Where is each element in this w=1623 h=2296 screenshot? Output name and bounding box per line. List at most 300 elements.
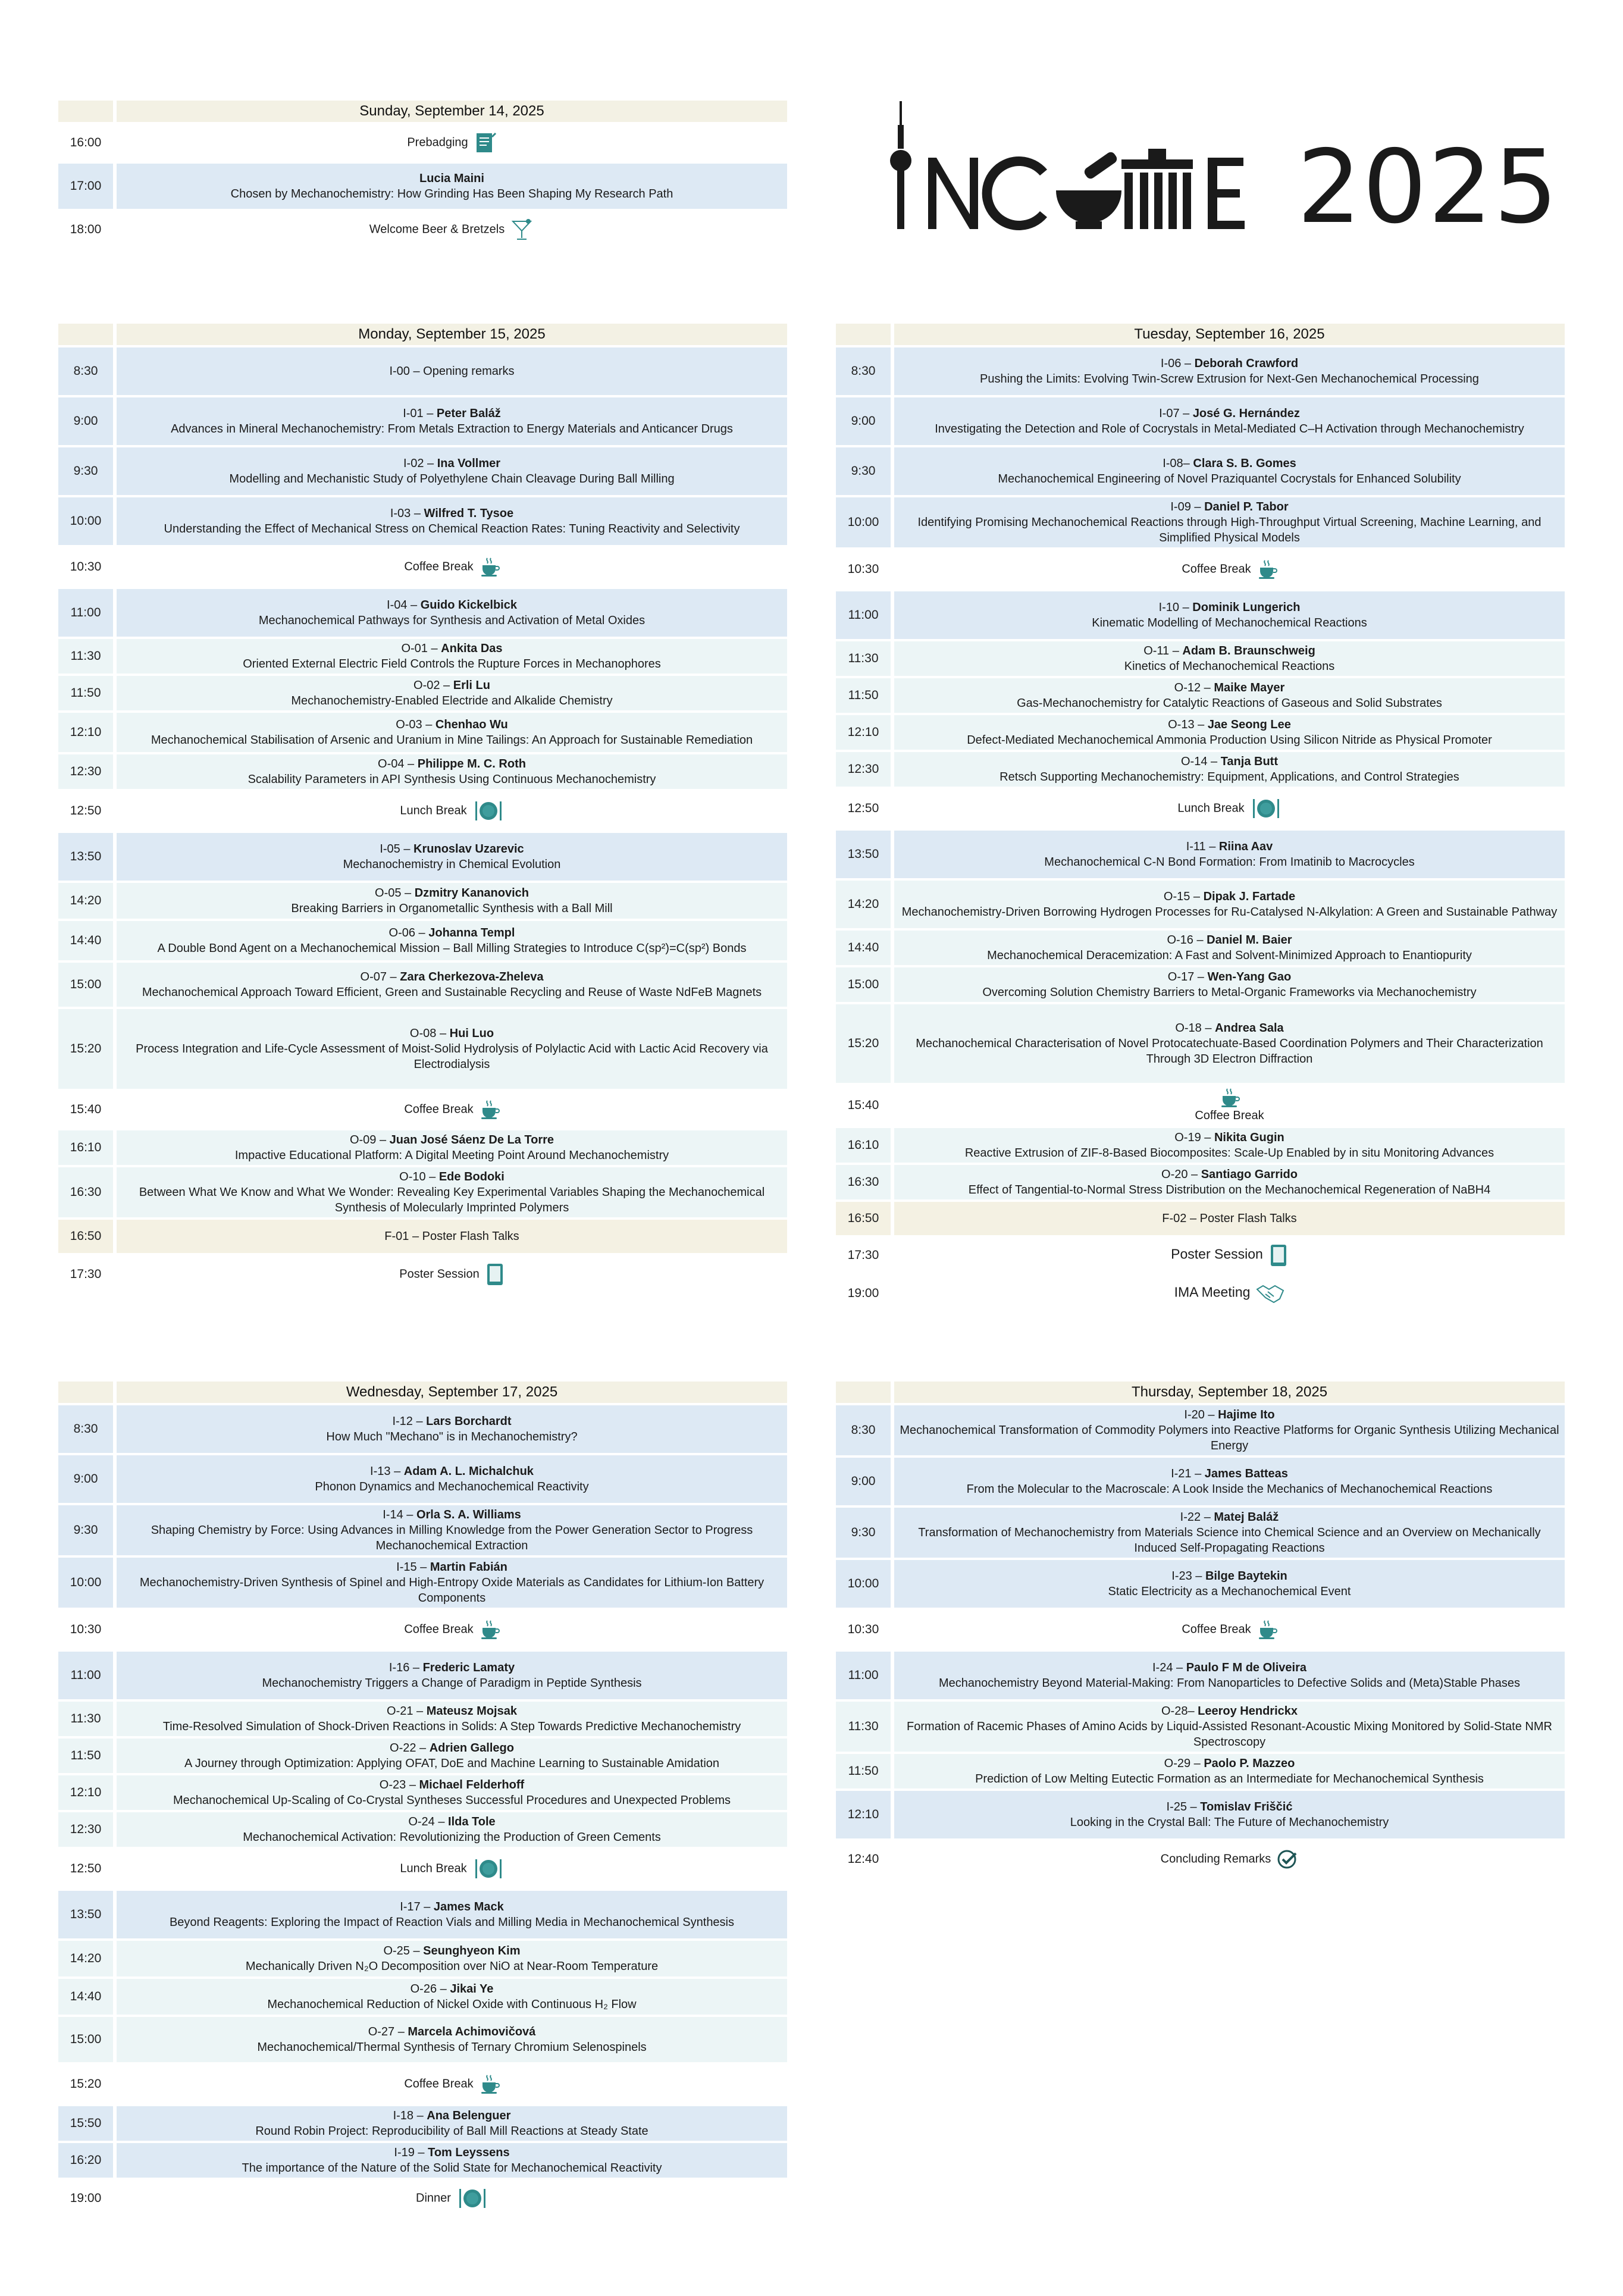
talk-header [897,600,1562,615]
session-time: 9:00 [58,1455,113,1503]
schedule-row [836,1238,1565,1273]
session-details [113,2017,787,2062]
speaker-name: Leeroy Hendrickx [1198,1705,1298,1718]
schedule-row [836,497,1565,547]
talk-code: O-14 – [1181,755,1221,768]
session-details [891,550,1565,589]
session-details [891,789,1565,828]
session-details [891,967,1565,1002]
talk-title: Shaping Chemistry by Force: Using Advances in Milling Knowledge from the Power Generation Sector to Progress Mechanochemical Extraction [151,1524,753,1552]
speaker-name: Nikita Gugin [1214,1131,1284,1144]
session-label: Coffee Break [404,1622,474,1636]
speaker-name: Peter Baláž [436,407,501,420]
schedule-row [58,713,787,752]
speaker-name: Adam A. L. Michalchuk [403,1465,534,1478]
talk-code: O-05 – [375,887,415,900]
session-details [891,881,1565,928]
session-details [113,397,787,445]
schedule-row [58,164,787,209]
session-details [113,2065,787,2104]
session-time: 8:30 [58,347,113,395]
session-time: 11:30 [58,1702,113,1736]
speaker-name: Ankita Das [441,642,503,655]
talk-title: Mechanochemical Activation: Revolutionizing the Production of Green Cements [243,1831,661,1844]
talk-header [897,1167,1562,1182]
talk-header [119,456,785,471]
speaker-name: Marcela Achimovičová [408,2025,536,2038]
session-details [113,791,787,831]
talk-header [897,969,1562,985]
talk-code: O-07 – [360,970,400,983]
speaker-name: Lars Borchardt [426,1415,512,1428]
session-time: 16:10 [836,1128,891,1163]
talk-code: I-17 – [400,1900,434,1913]
session-time: 15:00 [836,967,891,1002]
talk-header [119,969,785,985]
schedule-row [836,1458,1565,1505]
talk-title: Static Electricity as a Mechanochemical Event [1108,1585,1351,1598]
session-details [113,2106,787,2141]
schedule-row [836,1652,1565,1699]
schedule-row [58,1849,787,1888]
session-label: Welcome Beer & Bretzels [369,223,505,236]
schedule-row [836,447,1565,495]
schedule-row [58,921,787,960]
header-spacer [836,1382,891,1403]
session-time: 9:00 [58,397,113,445]
speaker-name: Seunghyeon Kim [423,1944,521,1957]
session-time: 11:30 [836,641,891,676]
session-details [113,547,787,587]
session-details [113,883,787,919]
talk-title: Kinematic Modelling of Mechanochemical Reactions [1092,616,1367,629]
talk-title: Process Integration and Life-Cycle Assessment of Moist-Solid Hydrolysis of Polylactic Acid with Lactic Acid Recovery via Electrodialysis [136,1042,768,1071]
session-time: 12:40 [836,1841,891,1878]
talk-code: O-06 – [388,926,429,939]
session-time: 14:40 [58,1979,113,2015]
session-details [891,1754,1565,1788]
talk-code: O-08 – [409,1027,450,1040]
talk-title: Round Robin Project: Reproducibility of Ball Mill Reactions at Steady State [255,2125,648,2138]
schedule-row [58,833,787,881]
schedule-row [58,2065,787,2104]
session-details [113,1167,787,1217]
talk-header [897,1756,1562,1771]
session-time: 9:30 [58,447,113,495]
talk-title: Defect-Mediated Mechanochemical Ammonia Production Using Silicon Nitride as Physical Promoter [967,734,1492,747]
session-details [113,1455,787,1503]
talk-header [897,1466,1562,1481]
schedule-row [58,1009,787,1089]
session-time: 10:00 [58,1558,113,1608]
session-time: 16:10 [58,1130,113,1165]
talk-header [897,1568,1562,1584]
schedule-row [836,1165,1565,1199]
session-details [113,1775,787,1810]
session-details [113,921,787,960]
talk-title: Scalability Parameters in API Synthesis Using Continuous Mechanochemistry [247,773,656,786]
talk-header [897,406,1562,421]
session-details [113,1505,787,1555]
schedule-row [836,347,1565,395]
talk-title: Mechanochemical Characterisation of Novel Protocatechuate-Based Coordination Polymers and Their Characterization Through 3D Electron Diffraction [916,1037,1543,1066]
session-time: 15:20 [58,1009,113,1089]
session-time: 12:10 [836,715,891,750]
header-spacer [58,101,113,122]
speaker-name: Chenhao Wu [435,718,508,731]
speaker-name: Philippe M. C. Roth [417,757,526,770]
talk-code: I-13 – [370,1465,404,1478]
session-time: 12:10 [58,1775,113,1810]
schedule-row [836,1560,1565,1608]
session-time: 18:00 [58,211,113,248]
talk-header [119,2024,785,2040]
day-thursday-schedule [836,1379,1565,1880]
session-details [113,1702,787,1736]
schedule-row [58,497,787,545]
talk-header [119,678,785,693]
speaker-name: Adrien Gallego [429,1741,514,1755]
session-details [891,1165,1565,1199]
session-time: 13:50 [58,1891,113,1938]
talk-header [119,1559,785,1575]
session-time: 12:50 [58,791,113,831]
talk-code: I-23 – [1171,1570,1205,1583]
talk-code: O-13 – [1168,718,1208,731]
session-label: Poster Session [1171,1246,1263,1262]
talk-header [119,1703,785,1719]
session-details [113,1849,787,1888]
tablet-icon [485,1263,505,1286]
session-time: 11:30 [836,1702,891,1752]
talk-code: O-11 – [1143,644,1183,657]
talk-header [897,1509,1562,1525]
session-label: F-01 – Poster Flash Talks [384,1230,519,1243]
speaker-name: Orla S. A. Williams [416,1508,521,1521]
talk-header [897,643,1562,659]
session-time: 13:50 [58,833,113,881]
session-details [113,1130,787,1165]
schedule-row [58,2143,787,2178]
session-details [113,2180,787,2217]
schedule-table [836,1379,1565,1880]
schedule-row [58,397,787,445]
speaker-name: Clara S. B. Gomes [1193,457,1296,470]
speaker-name: Dipak J. Fartade [1203,890,1296,903]
coffee-cup-icon [480,1620,500,1640]
talk-code: O-29 – [1164,1757,1204,1770]
session-time: 12:30 [58,1812,113,1847]
speaker-name: Wen-Yang Gao [1207,970,1292,983]
schedule-row [836,715,1565,750]
talk-title: Mechanochemical Approach Toward Efficient, Green and Sustainable Recycling and Reuse of Waste NdFeB Magnets [142,986,762,999]
schedule-row [836,1004,1565,1083]
talk-code: I-05 – [380,842,414,856]
schedule-row [58,1167,787,1217]
check-circle-icon [1277,1849,1298,1870]
session-label: Lunch Break [400,1862,467,1875]
schedule-row [58,1091,787,1128]
session-time: 12:10 [58,713,113,752]
talk-header [119,1943,785,1959]
schedule-row [58,1610,787,1649]
speaker-name: Ana Belenguer [427,2109,511,2122]
schedule-row [836,1702,1565,1752]
session-details [891,1405,1565,1455]
talk-title: Identifying Promising Mechanochemical Reactions through High-Throughput Virtual Screening, Machine Learning, and Simplified Physical Models [917,516,1541,544]
session-time: 16:50 [58,1220,113,1253]
talk-header [119,1777,785,1793]
speaker-name: Juan José Sáenz De La Torre [389,1133,554,1147]
schedule-row [58,347,787,395]
speaker-name: Daniel P. Tabor [1204,500,1289,513]
session-details [891,1791,1565,1838]
schedule-row [58,589,787,637]
session-time: 11:50 [836,678,891,713]
talk-title: From the Molecular to the Macroscale: A Look Inside the Mechanics of Mechanochemical Reactions [966,1483,1493,1496]
talk-title: A Journey through Optimization: Applying OFAT, DoE and Machine Learning to Sustainable Amidation [184,1757,720,1770]
talk-header [119,1026,785,1041]
session-details [891,715,1565,750]
session-details [113,447,787,495]
session-time: 17:30 [836,1238,891,1273]
talk-header [119,925,785,941]
talk-title: Impactive Educational Platform: A Digital Meeting Point Around Mechanochemistry [234,1149,669,1162]
speaker-name: Tom Leyssens [428,2146,510,2159]
session-details [113,1812,787,1847]
speaker-name: Riina Aav [1218,840,1273,853]
cocktail-icon [510,218,534,242]
talk-code: I-20 – [1184,1408,1218,1421]
session-details [891,347,1565,395]
speaker-name: Maike Mayer [1214,681,1285,694]
talk-header [897,932,1562,948]
session-time: 8:30 [58,1405,113,1453]
talk-title: Mechanochemical Deracemization: A Fast and Solvent-Minimized Approach to Enantiopurity [987,949,1472,962]
schedule-row [58,791,787,831]
schedule-row [836,1508,1565,1558]
talk-title: Mechanochemical Engineering of Novel Praziquantel Cocrystals for Enhanced Solubility [998,472,1461,485]
speaker-name: Santiago Garrido [1201,1168,1298,1181]
session-details [113,1558,787,1608]
session-details [891,447,1565,495]
session-label: Poster Session [399,1267,480,1281]
session-time: 9:30 [58,1505,113,1555]
talk-title: Mechanochemical Reduction of Nickel Oxide with Continuous H₂ Flow [267,1998,637,2011]
speaker-name: Zara Cherkezova-Zheleva [400,970,544,983]
session-time: 15:00 [58,2017,113,2062]
speaker-name: Daniel M. Baier [1207,934,1292,947]
session-time: 8:30 [836,1405,891,1455]
talk-header [119,717,785,732]
speaker-name: James Batteas [1204,1467,1288,1480]
session-time: 17:30 [58,1255,113,1293]
schedule-row [836,967,1565,1002]
talk-title: Kinetics of Mechanochemical Reactions [1124,660,1335,673]
schedule-row [836,881,1565,928]
talk-title: Mechanochemistry-Driven Borrowing Hydrogen Processes for Ru-Catalysed N-Alkylation: A Green and Sustainable Pathway [901,906,1558,919]
talk-header [897,1020,1562,1036]
talk-header [897,680,1562,696]
session-details [891,1508,1565,1558]
schedule-row [58,1558,787,1608]
talk-code: I-25 – [1166,1800,1201,1813]
tablet-icon [1269,1243,1288,1267]
talk-header [119,1814,785,1830]
talk-header [119,1169,785,1185]
session-details [113,347,787,395]
session-details [113,1255,787,1293]
day-title: Monday, September 15, 2025 [113,324,787,345]
session-details [113,1652,787,1699]
session-time: 16:50 [836,1202,891,1235]
talk-header [119,1660,785,1675]
speaker-name: Ilda Tole [448,1815,496,1828]
schedule-table [836,321,1565,1314]
schedule-row [58,2180,787,2217]
schedule-row [836,1754,1565,1788]
talk-code: I-03 – [390,507,424,520]
talk-title: Mechanochemical Up-Scaling of Co-Crystal Syntheses Successful Procedures and Unexpected Problems [173,1794,731,1807]
speaker-name: Hui Luo [449,1027,494,1040]
talk-header [897,1660,1562,1675]
session-time: 15:40 [58,1091,113,1128]
session-time: 10:30 [836,1610,891,1649]
session-time: 10:00 [58,497,113,545]
talk-code: O-04 – [378,757,418,770]
schedule-row [836,789,1565,828]
talk-code: I-01 – [403,407,437,420]
talk-header [119,1464,785,1479]
session-details [113,1091,787,1128]
session-time: 12:10 [836,1791,891,1838]
talk-code: O-27 – [368,2025,408,2038]
session-time: 15:40 [836,1085,891,1126]
schedule-row [836,831,1565,878]
talk-title: Mechanochemistry Beyond Material-Making: From Nanoparticles to Defective Solids and (Meta)Stable Phases [938,1677,1521,1690]
session-time: 15:20 [836,1004,891,1083]
talk-code: I-04 – [387,599,421,612]
talk-title: Overcoming Solution Chemistry Barriers to Metal-Organic Frameworks via Mechanochemistry [982,986,1477,999]
coffee-cup-icon [1257,559,1277,580]
talk-title: Retsch Supporting Mechanochemistry: Equipment, Applications, and Control Strategies [1000,770,1459,784]
speaker-name: Dominik Lungerich [1192,601,1301,614]
talk-title: Breaking Barriers in Organometallic Synthesis with a Ball Mill [291,902,613,915]
talk-title: The importance of the Nature of the Solid State for Mechanochemical Reactivity [242,2162,662,2175]
coffee-cup-icon [480,557,500,577]
talk-header [897,1799,1562,1815]
talk-code: O-01 – [401,642,441,655]
session-time: 14:40 [58,921,113,960]
speaker-name: Krunoslav Uzarevic [413,842,524,856]
session-details [113,1610,787,1649]
talk-title: Advances in Mineral Mechanochemistry: From Metals Extraction to Energy Materials and Anticancer Drugs [171,422,733,436]
session-time: 16:20 [58,2143,113,2178]
speaker-name: Wilfred T. Tysoe [424,507,514,520]
session-details [113,1891,787,1938]
talk-header [897,717,1562,732]
session-time: 19:00 [58,2180,113,2217]
session-label: Coffee Break [1195,1109,1264,1122]
session-label: Coffee Break [404,2077,474,2091]
session-details [891,641,1565,676]
session-details [891,1652,1565,1699]
day-title: Tuesday, September 16, 2025 [891,324,1565,345]
schedule-row [836,591,1565,639]
schedule-row [836,931,1565,965]
plate-icon [457,2187,488,2210]
session-time: 16:00 [58,124,113,161]
session-time: 9:00 [836,397,891,445]
talk-title: Understanding the Effect of Mechanical Stress on Chemical Reaction Rates: Tuning Reactivity and Selectivity [164,522,740,535]
session-details [113,963,787,1007]
session-details [891,1128,1565,1163]
talk-header [119,885,785,901]
schedule-row [836,1202,1565,1235]
session-details [891,831,1565,878]
plate-icon [1251,797,1282,820]
session-time: 11:00 [836,1652,891,1699]
talk-code: I-18 – [393,2109,427,2122]
session-label: Lunch Break [1177,801,1245,815]
talk-code: I-09 – [1170,500,1205,513]
schedule-row [58,1979,787,2015]
session-time: 10:30 [58,1610,113,1649]
speaker-name: Ina Vollmer [437,457,501,470]
session-time: 9:30 [836,447,891,495]
session-details [891,931,1565,965]
talk-header [897,456,1562,471]
session-time: 15:00 [58,963,113,1007]
session-label: Prebadging [407,136,468,149]
schedule-row [58,2106,787,2141]
talk-title: Phonon Dynamics and Mechanochemical Reactivity [315,1480,589,1493]
schedule-row [836,1791,1565,1838]
talk-code: O-02 – [413,679,453,692]
session-label: Concluding Remarks [1160,1852,1271,1866]
talk-header [119,597,785,613]
session-time: 10:30 [836,550,891,589]
session-details [113,589,787,637]
talk-title: Investigating the Detection and Role of Cocrystals in Metal-Mediated C–H Activation through Mechanochemistry [935,422,1524,436]
talk-header [119,2108,785,2123]
day-tuesday-schedule [836,321,1565,1314]
schedule-row [58,883,787,919]
session-time: 12:50 [836,789,891,828]
session-details [891,752,1565,787]
header-spacer [58,1382,113,1403]
speaker-name: Ede Bodoki [438,1170,505,1183]
talk-code: I-12 – [392,1415,427,1428]
schedule-row [58,1775,787,1810]
talk-header [897,1407,1562,1423]
schedule-row [836,550,1565,589]
session-time: 16:30 [836,1165,891,1199]
talk-title: Mechanochemistry in Chemical Evolution [343,858,561,871]
speaker-name: Jikai Ye [450,1982,494,1996]
session-label: Coffee Break [1182,562,1251,576]
talk-code: O-03 – [396,718,435,731]
logo-year: 2025 [1297,129,1559,246]
session-details [113,124,787,161]
schedule-row [836,1276,1565,1311]
session-label: F-02 – Poster Flash Talks [1162,1212,1297,1225]
talk-header [119,2145,785,2160]
session-label: Coffee Break [404,560,474,574]
talk-code: O-23 – [379,1778,419,1791]
talk-code: O-12 – [1174,681,1214,694]
talk-title: Between What We Know and What We Wonder: Revealing Key Experimental Variables Shaping the Mechanochemical Synthesis of Molecularly Imprinted Polymers [139,1186,765,1214]
